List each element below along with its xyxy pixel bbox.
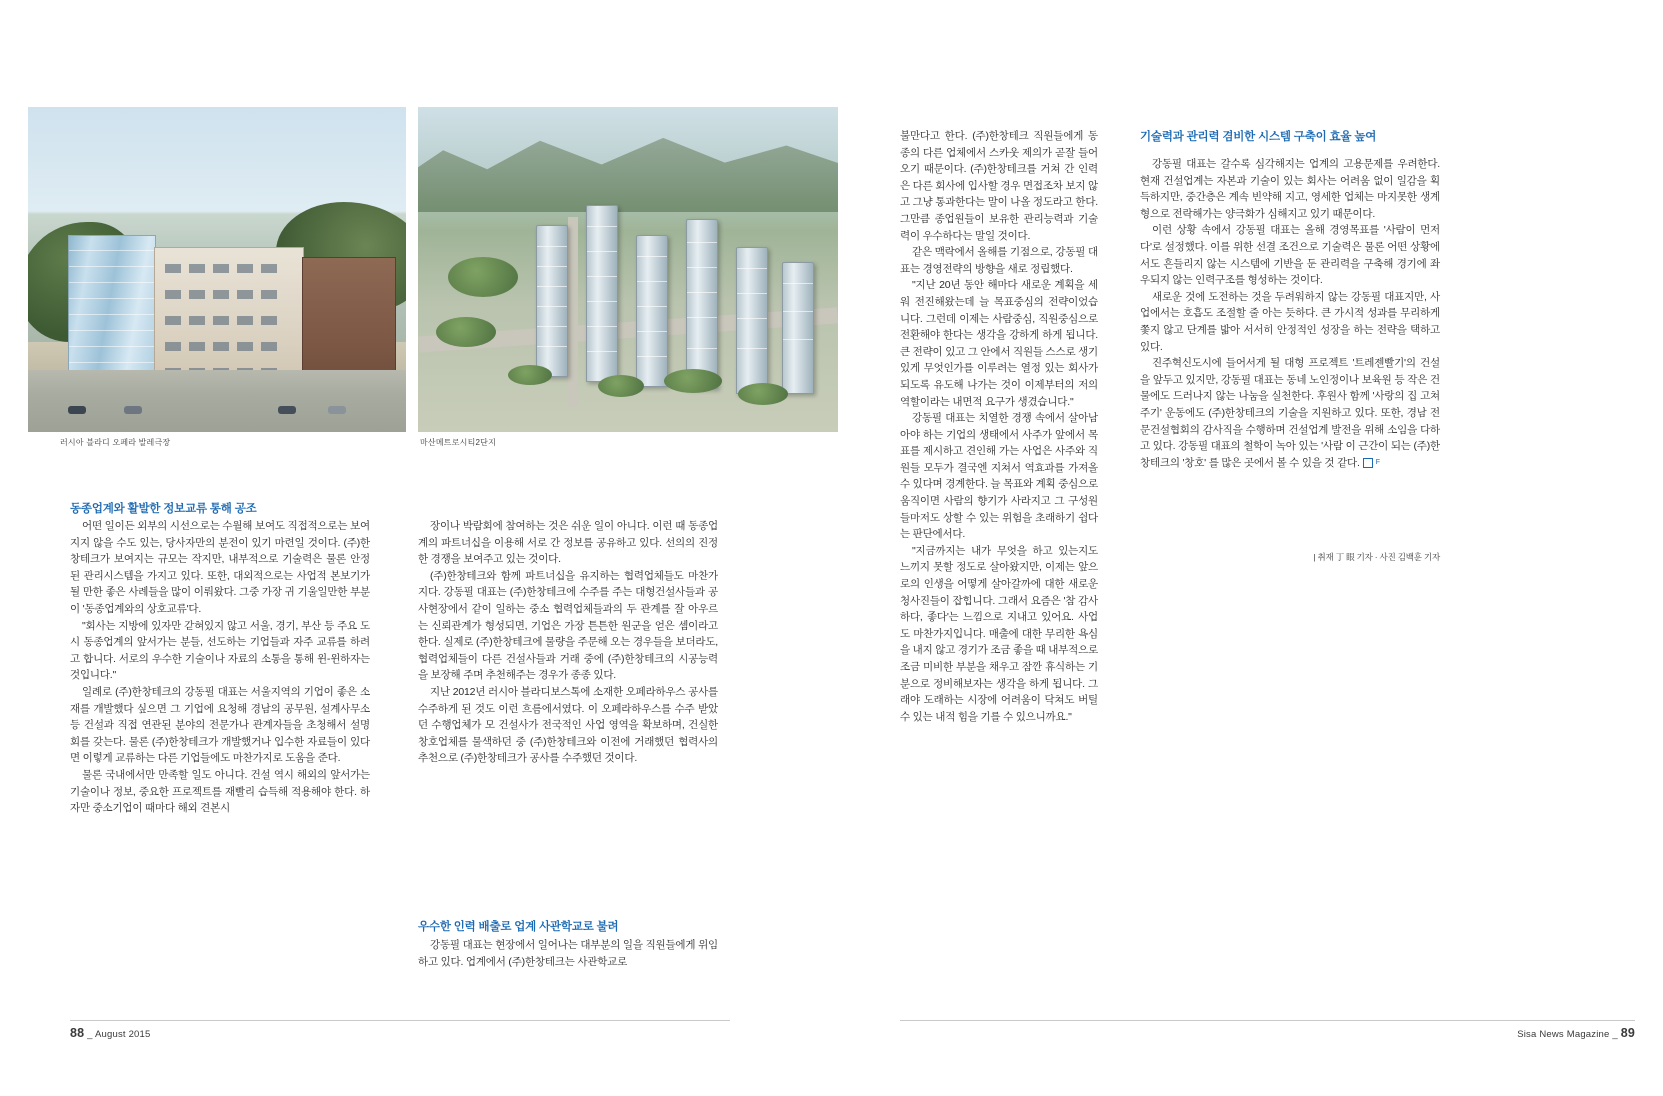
paragraph: 물론 국내에서만 만족할 일도 아니다. 건설 역시 해외의 앞서가는 기술이나 정보, 중요한 프로젝트를 재빨리 습득해 적용해야 한다. 하자만 중소기업이 때마다 해외 견본시 xyxy=(70,768,370,815)
end-mark-icon: F xyxy=(1363,458,1373,468)
section-heading-1: 동종업계와 활발한 정보교류 통해 공조 xyxy=(70,503,257,515)
paragraph: 이런 상황 속에서 강동필 대표는 올해 경영목표를 '사람이 먼저다'로 설정했다. 이를 위한 선결 조건으로 기술력은 물론 어떤 상황에서도 흔들리지 않는 시스템에 기반을 둔 관리력을 구축해 경기에 좌우되지 않는 인력구조를 형성하는 것이다. xyxy=(1140,224,1440,287)
left-folio-text: _ August 2015 xyxy=(87,1029,151,1040)
paragraph: 일례로 (주)한창테크의 강동필 대표는 서울지역의 기업이 좋은 소재를 개발했다 싶으면 그 기업에 요청해 경남의 공무원, 설계사무소 등 건설과 직접 연관된 분야의 전문가나 관계자들을 초청해서 설명회를 갖는다. 물론 (주)한창테크가 개발했거나 입수한 자료들이 있다면 이렇게 교류하는 다른 기업들에도 마찬가지로 도움을 준다. xyxy=(70,685,370,765)
paragraph: 강동필 대표는 갈수록 심각해지는 업계의 고용문제를 우려한다. 현재 건설업계는 자본과 기술이 있는 회사는 어려움 없이 일감을 획득하지만, 중간층은 계속 빈약해 지고, 영세한 업체는 마지못한 생계형으로 전락해가는 양극화가 심해지고 있기 때문이다. xyxy=(1140,158,1440,220)
paragraph: 같은 맥락에서 올해를 기점으로, 강동필 대표는 경영전략의 방향을 새로 정립했다. xyxy=(900,246,1098,275)
paragraph: 강동필 대표는 현장에서 일어나는 대부분의 일을 직원들에게 위임하고 있다. 업계에서 (주)한창테크는 사관학교로 xyxy=(418,939,718,968)
right-folio-rule xyxy=(900,1020,1635,1021)
right-folio-number: 89 xyxy=(1620,1026,1635,1040)
right-col-1 xyxy=(900,128,1098,725)
paragraph xyxy=(1140,355,1440,471)
right-page xyxy=(872,0,1663,1096)
paragraph: 강동필 대표는 치열한 경쟁 속에서 살아남아야 하는 기업의 생태에서 사주가 앞에서 목표를 제시하고 견인해 가는 사업은 사주와 직원들 모두가 결국엔 지쳐서 역효과를 가져올 수 있다며 경계한다. 늘 목표와 계획 중심으로 움직이면 사람의 향기가 사라지고 그 구성원들마저도 상할 수 있는 위험을 초래하기 쉽다는 판단에서다. xyxy=(900,412,1098,541)
paragraph: 불만다고 한다. (주)한창테크 직원들에게 동종의 다른 업체에서 스카웃 제의가 곧잘 들어오기 때문이다. (주)한창테크를 거쳐 간 인력은 다른 회사에 입사할 경우 면접조차 보지 않고 그냥 통과한다는 말이 나올 정도라고 한다. 그만큼 종업원들이 보유한 관리능력과 기술력이 우수하다는 말일 것이다. xyxy=(900,130,1098,242)
right-section-heading: 기술력과 관리력 겸비한 시스템 구축이 효율 높여 xyxy=(1140,131,1377,143)
building-photo xyxy=(28,107,406,432)
aerial-apartment-photo xyxy=(418,107,838,432)
left-folio-rule xyxy=(70,1020,730,1021)
left-folio xyxy=(70,1026,151,1040)
aerial-photo-caption: 마산메트로시티2단지 xyxy=(420,438,497,447)
paragraph: "지난 20년 동안 해마다 새로운 계획을 세워 전진해왔는데 늘 목표중심의 전략이었습니다. 그런데 이제는 사람중심, 직원중심으로 전환해야 한다는 생각을 강하게 하게 됩니다. 큰 전략이 있고 그 안에서 직원들 스스로 생기 있게 무엇인가를 이루려는 열정 있는 회사가 되도록 유도해 나가는 것이 이제부터의 저의 역할이라는 내면적 요구가 생겼습니다." xyxy=(900,279,1098,408)
paragraph: "지금까지는 내가 무엇을 하고 있는지도 느끼지 못할 정도로 살아왔지만, 이제는 앞으로의 인생을 어떻게 살아갈까에 대한 새로운 청사진들이 잡힙니다. 그래서 요즘은 '참 감사하다, 좋다'는 느낌으로 지내고 있어요. 사업도 마찬가지입니다. 매출에 대한 무리한 욕심을 내지 않고 경기가 조금 좋을 때 내부적으로 조금 미비한 부분을 채우고 잠깐 휴식하는 기분으로 정비해보자는 생각을 하게 됩니다. 그래야 도래하는 시장에 어려움이 닥쳐도 버틸 수 있는 내적 힘을 기를 수 있으니까요." xyxy=(900,544,1098,723)
paragraph-text: 진주혁신도시에 들어서게 될 대형 프로젝트 '트레젠빨기'의 건설을 앞두고 있지만, 강동필 대표는 동네 노인정이나 보육원 등 작은 건물에도 드러나지 않는 나눔을 실천한다. 후원사 함께 '사랑의 집 고쳐주기' 운동에도 (주)한창테크의 기술을 지원하고 있다. 또한, 경남 전문건설협회의 감사직을 수행하며 건설업계 발전을 위해 소임을 다하고 있다. 강동필 대표의 철학이 녹아 있는 '사람 이 근간이 되는 (주)한창테크의 '창호' 를 많은 곳에서 볼 수 있을 것 같다. xyxy=(1140,357,1440,469)
right-folio xyxy=(1517,1026,1635,1040)
section-heading-2: 우수한 인력 배출로 업계 사관학교로 불려 xyxy=(418,921,619,933)
byline: | 취재 丁 眼 기자 · 사진 김백훈 기자 xyxy=(1313,552,1440,562)
building-photo-caption: 러시아 블라디 오페라 발레극장 xyxy=(60,438,171,447)
paragraph: 지난 2012년 러시아 블라디보스톡에 소재한 오페라하우스 공사를 수주하게 된 것도 이런 흐름에서였다. 이 오페라하우스를 수주 받았던 수행업체가 모 건설사가 전국적인 사업 영역을 확보하며, 건실한 창호업체를 물색하던 중 (주)한창테크와 이전에 거래했던 협력사의 추천으로 (주)한창테크가 공사를 수주했던 것이다. xyxy=(418,685,718,765)
paragraph: 새로운 것에 도전하는 것을 두려워하지 않는 강동필 대표지만, 사업에서는 호흡도 조절할 줄 아는 듯하다. 큰 가시적 성과를 무리하게 쫓지 않고 단계를 밟아 서서히 안정적인 성장을 하는 전략을 택하고 있다. xyxy=(1140,290,1440,353)
paragraph: "회사는 지방에 있자만 갇혀있지 않고 서울, 경기, 부산 등 주요 도시 동종업계의 앞서가는 분들, 선도하는 기업들과 자주 교류를 하려고 합니다. 서로의 우수한 기술이나 자료의 소통을 통해 윈-윈하자는 것입니다." xyxy=(70,619,370,682)
left-folio-number: 88 xyxy=(70,1026,85,1040)
right-folio-text: Sisa News Magazine _ xyxy=(1517,1029,1618,1040)
paragraph: 어떤 일이든 외부의 시선으로는 수월해 보여도 직접적으로는 보여지지 않을 수도 있는, 당사자만의 분전이 있기 마련일 것이다. (주)한창테크가 보여지는 규모는 작지만, 내부적으로 기술력은 물론 안정된 관리시스템을 가지고 있다. 또한, 대외적으로는 사업적 본보기가 될 만한 좋은 사례들을 많이 이뤄왔다. 그중 가장 귀 기울일만한 부분이 '동종업계와의 상호교류'다. xyxy=(70,520,370,615)
paragraph: 장이나 박람회에 참여하는 것은 쉬운 일이 아니다. 이런 때 동종업계의 파트너십을 이용해 서로 간 정보를 공유하고 있다. 선의의 진정한 경쟁을 보여주고 있는 것이다. xyxy=(418,520,718,566)
paragraph: (주)한창테크와 함께 파트너십을 유지하는 협력업체들도 마찬가지다. 강동필 대표는 (주)한창테크에 수주를 주는 대형건설사들과 공사현장에서 같이 일하는 중소 협력업체들과의 두 관계를 잘 아우르는 신뢰관계가 형성되면, 기업은 가장 튼튼한 원군을 얻은 셈이라고 한다. 실제로 (주)한창테크에 물량을 주문해 오는 경우들을 보더라도, 협력업체들이 다른 건설사들과 거래 중에 (주)한창테크의 시공능력을 보장해 주며 추천해주는 경우가 종종 있다. xyxy=(418,569,718,682)
left-col-2 xyxy=(418,518,718,767)
left-col-1 xyxy=(70,518,370,817)
left-col-2-cont xyxy=(418,937,718,970)
right-col-2 xyxy=(1140,156,1440,471)
